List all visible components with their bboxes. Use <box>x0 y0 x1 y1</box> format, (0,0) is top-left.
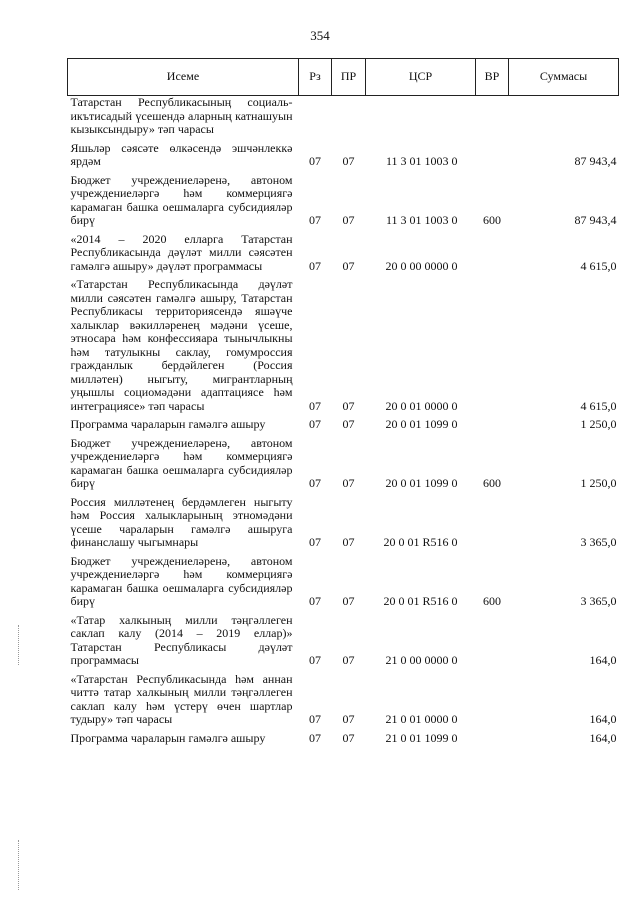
row-csr: 21 0 01 0000 0 <box>385 712 458 726</box>
header-csr: ЦСР <box>366 59 476 96</box>
row-sum: 4 615,0 <box>580 398 617 413</box>
row-sum: 4 615,0 <box>580 258 617 273</box>
row-pr: 07 <box>342 653 355 667</box>
row-csr: 21 0 00 0000 0 <box>385 653 458 667</box>
row-rz: 07 <box>309 712 321 726</box>
row-csr: 21 0 01 1099 0 <box>385 730 458 745</box>
row-name: Татарстан Республикасының социаль-икътисадый үсешендә аларның катнашуын кызыксындыру» тәп чарасы <box>70 95 293 136</box>
row-rz: 07 <box>309 417 321 431</box>
row-csr <box>366 96 476 142</box>
row-pr: 07 <box>342 730 355 745</box>
row-rz <box>299 96 332 142</box>
table-row <box>68 278 619 418</box>
header-pr: ПР <box>332 59 366 96</box>
row-sum: 1 250,0 <box>580 476 617 490</box>
table-row <box>68 437 619 496</box>
row-name: Бюджет учреждениеләренә, автоном учреждениеләргә һәм коммерциягә карамаган башка оешмаларга субсидияләр бирү <box>70 435 293 490</box>
row-pr: 07 <box>342 594 355 608</box>
row-pr: 07 <box>342 476 355 490</box>
row-name: Программа чараларын гамәлгә ашыру <box>70 730 266 745</box>
row-vr <box>476 673 509 732</box>
table-row <box>68 496 619 555</box>
table-row <box>68 418 619 437</box>
row-sum: 87 943,4 <box>574 154 617 168</box>
row-csr: 20 0 01 R516 0 <box>383 594 458 608</box>
table-row <box>68 732 619 751</box>
row-pr: 07 <box>342 417 355 431</box>
row-csr: 11 3 01 1003 0 <box>385 154 458 168</box>
row-rz: 07 <box>309 594 321 608</box>
row-sum: 164,0 <box>589 653 617 667</box>
row-rz: 07 <box>309 398 321 413</box>
page-number: 354 <box>310 28 330 43</box>
row-rz: 07 <box>309 653 321 667</box>
row-pr: 07 <box>342 258 355 273</box>
table-row <box>68 673 619 732</box>
table-row <box>68 142 619 174</box>
row-sum: 87 943,4 <box>574 213 617 227</box>
row-vr <box>476 142 509 174</box>
row-rz: 07 <box>309 213 321 227</box>
table-row <box>68 233 619 279</box>
table-row <box>68 96 619 142</box>
row-vr <box>476 496 509 555</box>
row-name: Бюджет учреждениеләренә, автоном учреждениеләргә һәм коммерциягә карамаган башка оешмаларга субсидияләр бирү <box>70 172 293 227</box>
row-csr: 11 3 01 1003 0 <box>385 213 458 227</box>
row-name: «Татарстан Республикасында һәм аннан читтә татар халкының милли тәңгәллеген саклап калу һәм үстерү өчен шартлар тудыру» тәп чарасы <box>70 671 293 726</box>
row-pr: 07 <box>342 712 355 726</box>
table-row <box>68 555 619 614</box>
row-sum: 164,0 <box>589 712 617 726</box>
row-rz: 07 <box>309 476 321 490</box>
row-vr: 600 <box>483 476 501 490</box>
row-csr: 20 0 01 R516 0 <box>383 535 458 549</box>
row-sum: 3 365,0 <box>580 594 617 608</box>
row-rz: 07 <box>309 258 321 273</box>
row-csr: 20 0 01 0000 0 <box>385 398 458 413</box>
row-sum: 3 365,0 <box>580 535 617 549</box>
budget-table <box>67 58 619 750</box>
row-vr: 600 <box>483 213 501 227</box>
row-pr: 07 <box>342 213 355 227</box>
row-vr: 600 <box>483 594 501 608</box>
row-csr: 20 0 01 1099 0 <box>385 476 458 490</box>
row-rz: 07 <box>309 535 321 549</box>
row-name: Яшьләр сәясәте өлкәсендә эшчәнлеккә ярдәм <box>70 140 293 168</box>
row-pr: 07 <box>342 535 355 549</box>
row-vr <box>476 278 509 418</box>
row-pr <box>332 96 366 142</box>
row-name: Программа чараларын гамәлгә ашыру <box>70 417 266 431</box>
row-pr: 07 <box>342 154 355 168</box>
row-sum: 1 250,0 <box>580 417 617 431</box>
header-sum: Суммасы <box>509 59 619 96</box>
table-row <box>68 174 619 233</box>
header-rz: Рз <box>299 59 332 96</box>
row-name: «2014 – 2020 елларга Татарстан Республикасында дәүләт милли сәясәтен гамәлгә ашыру» дәүләт программасы <box>70 231 293 273</box>
row-name: «Татар халкының милли тәңгәллеген саклап калу (2014 – 2019 еллар)» Татарстан Республикасы дәүләт программасы <box>70 612 293 667</box>
row-csr: 20 0 00 0000 0 <box>385 258 458 273</box>
row-rz: 07 <box>309 730 321 745</box>
row-pr: 07 <box>342 398 355 413</box>
header-vr: ВР <box>476 59 509 96</box>
table-row <box>68 614 619 673</box>
row-sum <box>509 96 619 142</box>
row-vr <box>476 233 509 279</box>
row-vr <box>476 732 509 751</box>
row-name: Бюджет учреждениеләренә, автоном учреждениеләргә һәм коммерциягә карамаган башка оешмаларга субсидияләр бирү <box>70 553 293 608</box>
header-name: Исеме <box>68 59 299 96</box>
margin-marks <box>18 840 21 890</box>
row-name: Россия милләтенең бердәмлеген ныгыту һәм Россия халыкларының этномәдәни үсеше чараларын гамәлгә ашыруга финанслашу чыгымнары <box>70 494 293 549</box>
row-csr: 20 0 01 1099 0 <box>385 417 458 431</box>
row-vr <box>476 614 509 673</box>
row-vr <box>476 418 509 437</box>
row-name: «Татарстан Республикасында дәүләт милли сәясәтен гамәлгә ашыру, Татарстан Республикасы территориясендә яшәүче халыклар вәкилләренең мәдәни үсеше, этносара һәм конфессияара тынычлыкны һәм татулыкны саклау, гомумроссия гражданлык бердәйлеген (Россия милләтен) ныгыту, мигрантларның уңышлы социомәдәни адаптациясе һәм интеграциясе» тәп чарасы <box>70 277 293 413</box>
header-row <box>68 59 619 96</box>
row-vr <box>476 96 509 142</box>
row-rz: 07 <box>309 154 321 168</box>
margin-marks <box>18 625 21 665</box>
row-sum: 164,0 <box>589 730 617 745</box>
